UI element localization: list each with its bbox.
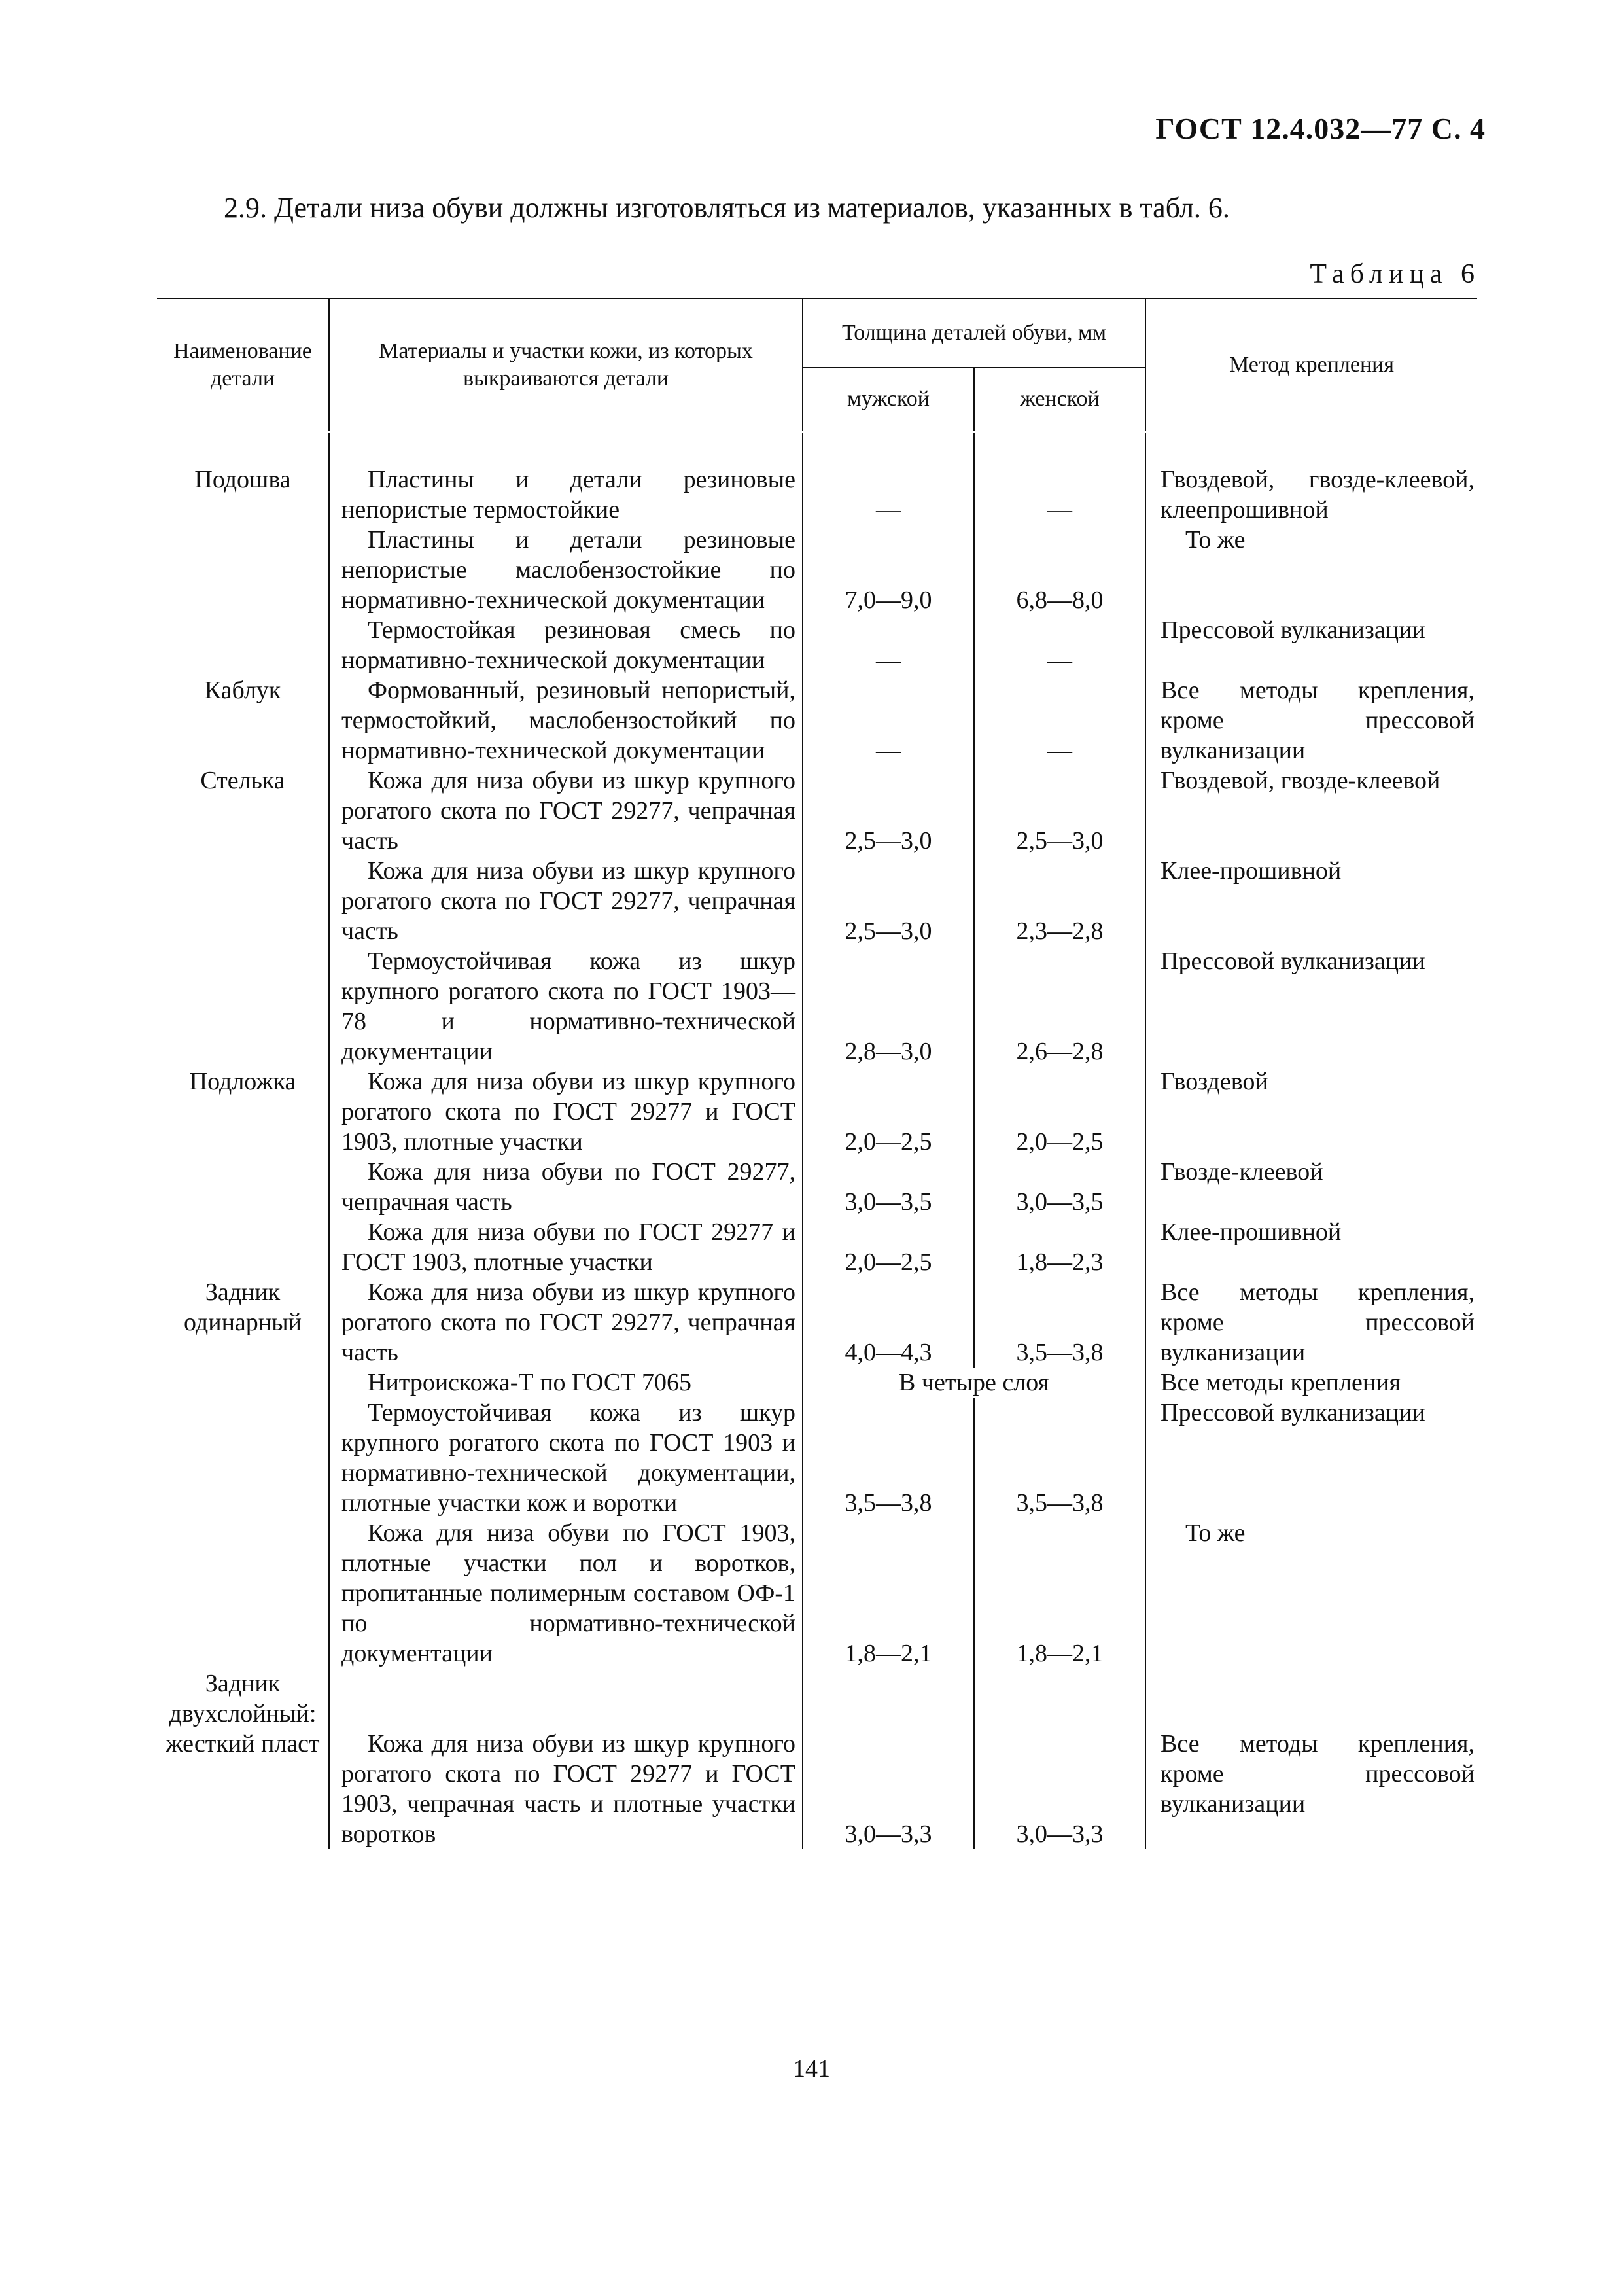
cell-thickness-women: 1,8—2,3: [974, 1217, 1145, 1277]
cell-part: Стелька: [200, 767, 285, 794]
cell-part: [157, 1217, 329, 1277]
method-text: Все методы крепления, кроме прессовой вулканизации: [1161, 677, 1475, 764]
cell-material: [329, 856, 803, 946]
cell-thickness-women: 6,8—8,0: [974, 525, 1145, 615]
table-caption: Таблица 6: [1310, 259, 1480, 289]
material-text: Кожа для низа обуви из шкур крупного рогатого скота по ГОСТ 29277 и ГОСТ 1903, чепрачная часть и плотные участки воротков: [341, 1730, 795, 1848]
material-text: Кожа для низа обуви по ГОСТ 29277, чепрачная часть: [341, 1158, 795, 1216]
cell-material: [329, 1157, 803, 1217]
cell-thickness-men: —: [803, 432, 974, 525]
material-text: Кожа для низа обуви из шкур крупного рогатого скота по ГОСТ 29277 и ГОСТ 1903, плотные участки: [341, 1068, 795, 1156]
cell-thickness-women: —: [974, 675, 1145, 766]
cell-part: [157, 525, 329, 615]
cell-method: [1145, 1157, 1477, 1217]
table-row: [157, 1067, 1477, 1157]
cell-material: [329, 1518, 803, 1669]
table-body: [157, 432, 1477, 1849]
cell-method: [1145, 1669, 1477, 1729]
cell-method: [1145, 1067, 1477, 1157]
table-row: [157, 1277, 1477, 1368]
cell-thickness-women: 3,0—3,5: [974, 1157, 1145, 1217]
cell-part: Подошва: [194, 466, 291, 493]
table-row: [157, 1518, 1477, 1669]
cell-thickness-men: 4,0—4,3: [803, 1277, 974, 1368]
cell-material: [329, 766, 803, 856]
header-part: Наименование детали: [157, 298, 329, 432]
method-text: Все методы крепления, кроме прессовой вулканизации: [1161, 1279, 1475, 1366]
material-text: Кожа для низа обуви из шкур крупного рогатого скота по ГОСТ 29277, чепрачная часть: [341, 767, 795, 855]
cell-thickness-women: 2,6—2,8: [974, 946, 1145, 1067]
table-row: [157, 675, 1477, 766]
cell-method: [1145, 525, 1477, 615]
cell-part: Каблук: [204, 677, 281, 704]
table-row: [157, 525, 1477, 615]
cell-method: [1145, 856, 1477, 946]
cell-thickness-women: 3,0—3,3: [974, 1729, 1145, 1849]
cell-part: Подложка: [189, 1068, 296, 1095]
method-text: Прессовой вулканизации: [1161, 616, 1425, 644]
cell-material: [329, 432, 803, 525]
method-text: Гвозде-клеевой: [1161, 1158, 1323, 1186]
table-row: [157, 1217, 1477, 1277]
cell-thickness-both: В четыре слоя: [803, 1368, 1145, 1398]
material-text: Термоустойчивая кожа из шкур крупного рогатого скота по ГОСТ 1903 и нормативно-технической документации, плотные участки кож и воротки: [341, 1399, 795, 1517]
cell-thickness-men: 2,0—2,5: [803, 1067, 974, 1157]
cell-thickness-men: 7,0—9,0: [803, 525, 974, 615]
cell-material: [329, 1398, 803, 1518]
material-text: Формованный, резиновый непористый, термостойкий, маслобензостойкий по нормативно-технической документации: [341, 677, 795, 764]
table-row: [157, 615, 1477, 675]
material-text: Нитроискожа-Т по ГОСТ 7065: [368, 1369, 691, 1396]
cell-material: [329, 1669, 803, 1729]
cell-part: [157, 1398, 329, 1518]
cell-material: [329, 1277, 803, 1368]
intro-paragraph: 2.9. Детали низа обуви должны изготовляться из материалов, указанных в табл. 6.: [224, 192, 1230, 224]
cell-thickness-men: [803, 1669, 974, 1729]
cell-part: [157, 1368, 329, 1398]
page-number: 141: [793, 2055, 830, 2083]
cell-thickness-men: 3,5—3,8: [803, 1398, 974, 1518]
cell-material: [329, 675, 803, 766]
header-materials: Материалы и участки кожи, из которых выкраиваются детали: [329, 298, 803, 432]
cell-method: [1145, 1368, 1477, 1398]
table-row: [157, 1368, 1477, 1398]
cell-thickness-women: 2,3—2,8: [974, 856, 1145, 946]
method-text: Гвоздевой, гвозде-клеевой, клеепрошивной: [1161, 466, 1475, 523]
cell-method: [1145, 946, 1477, 1067]
cell-part: [157, 1157, 329, 1217]
cell-method: [1145, 1729, 1477, 1849]
material-text: Пластины и детали резиновые непористые маслобензостойкие по нормативно-технической документации: [341, 526, 795, 614]
cell-method: [1145, 615, 1477, 675]
cell-thickness-women: 3,5—3,8: [974, 1277, 1145, 1368]
cell-method: [1145, 1217, 1477, 1277]
cell-thickness-men: 2,0—2,5: [803, 1217, 974, 1277]
cell-thickness-men: —: [803, 675, 974, 766]
cell-material: [329, 525, 803, 615]
cell-material: [329, 1729, 803, 1849]
header-method: Метод крепления: [1145, 298, 1477, 432]
method-text: Прессовой вулканизации: [1161, 1399, 1425, 1426]
method-text: То же: [1185, 1519, 1246, 1547]
cell-part: Задник двухслойный:: [169, 1670, 317, 1727]
cell-part: жесткий пласт: [166, 1730, 320, 1757]
cell-part: [157, 1518, 329, 1669]
method-text: Прессовой вулканизации: [1161, 947, 1425, 975]
cell-thickness-men: 2,5—3,0: [803, 856, 974, 946]
cell-material: [329, 615, 803, 675]
cell-part: Задник одинарный: [184, 1279, 302, 1336]
table-row: [157, 856, 1477, 946]
method-text: Клее-прошивной: [1161, 1218, 1342, 1246]
cell-method: [1145, 432, 1477, 525]
method-text: То же: [1185, 526, 1246, 554]
table-row: [157, 1669, 1477, 1729]
table-row: [157, 1398, 1477, 1518]
cell-method: [1145, 675, 1477, 766]
cell-thickness-men: 2,5—3,0: [803, 766, 974, 856]
cell-thickness-women: 2,0—2,5: [974, 1067, 1145, 1157]
cell-method: [1145, 1518, 1477, 1669]
cell-thickness-women: 2,5—3,0: [974, 766, 1145, 856]
cell-thickness-men: 2,8—3,0: [803, 946, 974, 1067]
material-text: Кожа для низа обуви из шкур крупного рогатого скота по ГОСТ 29277, чепрачная часть: [341, 1279, 795, 1366]
cell-material: [329, 1067, 803, 1157]
cell-material: [329, 1368, 803, 1398]
cell-method: [1145, 1277, 1477, 1368]
material-text: Термоустойчивая кожа из шкур крупного рогатого скота по ГОСТ 1903—78 и нормативно-технической документации: [341, 947, 795, 1065]
cell-part: [157, 615, 329, 675]
cell-part: [157, 856, 329, 946]
table-row: [157, 766, 1477, 856]
material-text: Кожа для низа обуви из шкур крупного рогатого скота по ГОСТ 29277, чепрачная часть: [341, 857, 795, 945]
cell-thickness-men: 1,8—2,1: [803, 1518, 974, 1669]
cell-thickness-women: 1,8—2,1: [974, 1518, 1145, 1669]
document-header: ГОСТ 12.4.032—77 С. 4: [1155, 112, 1486, 145]
cell-thickness-women: 3,5—3,8: [974, 1398, 1145, 1518]
material-text: Кожа для низа обуви по ГОСТ 1903, плотные участки пол и воротков, пропитанные полимерным составом ОФ-1 по нормативно-технической документации: [341, 1519, 795, 1667]
method-text: Все методы крепления: [1161, 1369, 1401, 1396]
cell-thickness-men: 3,0—3,3: [803, 1729, 974, 1849]
material-text: Кожа для низа обуви по ГОСТ 29277 и ГОСТ 1903, плотные участки: [341, 1218, 795, 1276]
cell-material: [329, 946, 803, 1067]
cell-method: [1145, 1398, 1477, 1518]
method-text: Все методы крепления, кроме прессовой вулканизации: [1161, 1730, 1475, 1818]
cell-material: [329, 1217, 803, 1277]
table-row: [157, 1157, 1477, 1217]
table-row: [157, 946, 1477, 1067]
header-thickness: Толщина деталей обуви, мм: [803, 298, 1145, 368]
header-women: женской: [974, 368, 1145, 433]
materials-table: [157, 298, 1477, 1849]
header-men: мужской: [803, 368, 974, 433]
table-row: [157, 1729, 1477, 1849]
cell-thickness-women: [974, 1669, 1145, 1729]
cell-method: [1145, 766, 1477, 856]
method-text: Гвоздевой: [1161, 1068, 1268, 1095]
material-text: Пластины и детали резиновые непористые термостойкие: [341, 466, 795, 523]
cell-thickness-men: 3,0—3,5: [803, 1157, 974, 1217]
method-text: Клее-прошивной: [1161, 857, 1342, 885]
cell-thickness-women: —: [974, 432, 1145, 525]
material-text: Термостойкая резиновая смесь по нормативно-технической документации: [341, 616, 795, 674]
cell-thickness-women: —: [974, 615, 1145, 675]
table-row: [157, 432, 1477, 525]
cell-part: [157, 946, 329, 1067]
method-text: Гвоздевой, гвозде-клеевой: [1161, 767, 1440, 794]
cell-thickness-men: —: [803, 615, 974, 675]
